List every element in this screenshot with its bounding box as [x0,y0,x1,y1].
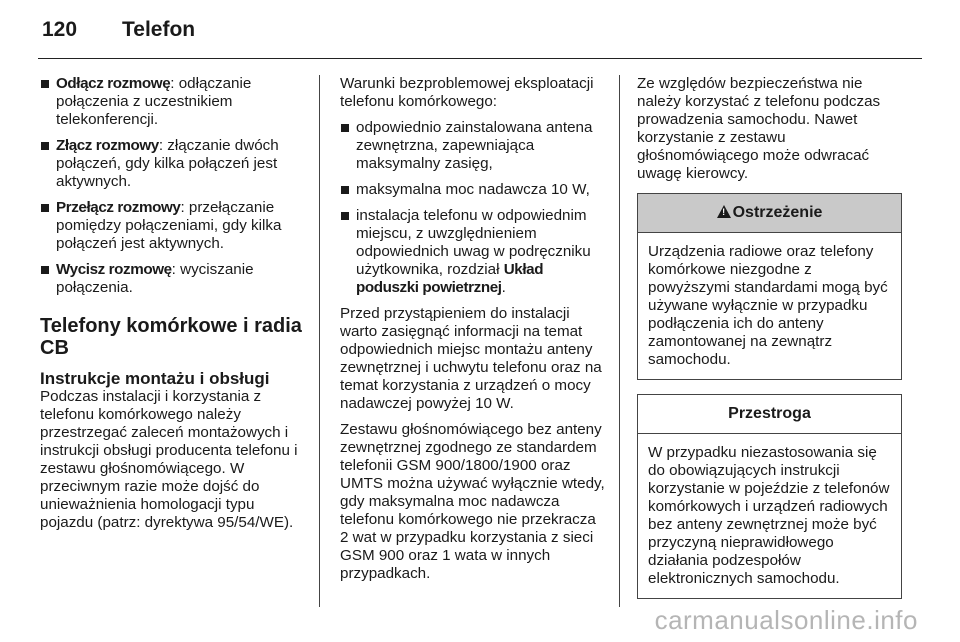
watermark: carmanualsonline.info [654,605,918,635]
list-item [340,207,606,297]
call-options-list [40,75,302,297]
body-paragraph: Przed przystąpieniem do instalacji warto zasięgnąć informacji na temat odpowiednich miejsc montażu anteny zewnętrznej i uchwytu telefonu oraz na temat korzystania z urządzeń o mocy nadawczej powyżej 10 W. [340,305,602,412]
column-divider-2 [619,75,620,607]
warning-title: Ostrzeżenie [732,204,823,221]
caution-box [637,394,902,599]
caution-title: Przestroga [638,395,901,434]
option-description: : wyciszanie połączenia. [56,261,254,296]
option-description: : odłączanie połączenia z uczestnikiem telekonferencji. [56,75,252,128]
column-3 [637,75,902,613]
option-name: Wycisz rozmowę [56,261,172,278]
column-1 [40,75,302,540]
list-item [40,137,302,191]
subsection-heading: Instrukcje montażu i obsługi [40,369,270,388]
list-item-end: . [501,279,506,296]
list-item: maksymalna moc nadawcza 10 W, [340,181,606,199]
list-item [40,75,302,129]
caution-text: W przypadku niezastosowania się do obowiązujących instrukcji korzystanie w pojeździe z telefonów komórkowych i urządzeń radiowych bez anteny zewnętrznej może być przyczyną nieprawidłowego działania podzespołów elektronicznych samochodu. [648,444,890,587]
body-paragraph: Zestawu głośnomówiącego bez anteny zewnętrznej zgodnego ze standardem telefonii GSM 900/1800/1900 oraz UMTS można używać wyłącznie wtedy, gdy maksymalna moc nadawcza telefonu komórkowego nie przekracza 2 wat w przypadku korzystania z sieci GSM 900 oraz 1 wata w innych przypadkach. [340,421,605,582]
option-name: Przełącz rozmowy [56,199,181,216]
chapter-reference: Układ poduszki powietrznej [356,261,544,296]
page-title: Telefon [122,18,196,41]
option-name: Odłącz rozmowę [56,75,171,92]
requirements-list [340,119,606,297]
section-heading: Telefony komórkowe i radia CB [40,315,302,359]
warning-box-header [638,194,901,233]
list-item [40,199,302,253]
column-2 [340,75,606,591]
option-name: Złącz rozmowy [56,137,159,154]
list-item [40,261,302,297]
header-divider [38,58,922,59]
warning-box [637,193,902,380]
intro-paragraph: Warunki bezproblemowej eksploatacji telefonu komórkowego: [340,75,594,110]
warning-triangle-icon: ! [717,205,731,218]
list-item: odpowiednio zainstalowana antena zewnętrzna, zapewniająca maksymalny zasięg, [340,119,606,173]
warning-text: Urządzenia radiowe oraz telefony komórkowe niezgodne z powyższymi standardami mogą być używane wyłącznie w przypadku podłączenia ich do anteny zamontowanej na zewnątrz samochodu. [648,243,888,368]
column-divider-1 [319,75,320,607]
intro-paragraph: Ze względów bezpieczeństwa nie należy korzystać z telefonu podczas prowadzenia samochodu. Nawet korzystanie z zestawu głośnomówiącego może odwracać uwagę kierowcy. [637,75,881,182]
page-number: 120 [42,18,78,41]
option-description: : przełączanie pomiędzy połączeniami, gdy kilka połączeń jest aktywnych. [56,199,282,252]
list-item-text: instalacja telefonu w odpowiednim miejscu, z uwzględnieniem odpowiednich uwag w podręczniku użytkownika, rozdział [356,207,591,278]
body-paragraph: Podczas instalacji i korzystania z telefonu komórkowego należy przestrzegać zaleceń montażowych i instrukcji obsługi producenta telefonu i zestawu głośnomówiącego. W przeciwnym razie może dojść do unieważnienia homologacji typu pojazdu (patrz: dyrektywa 95/54/WE). [40,388,298,531]
option-description: : złączanie dwóch połączeń, gdy kilka połączeń jest aktywnych. [56,137,279,190]
page-header [42,18,195,48]
